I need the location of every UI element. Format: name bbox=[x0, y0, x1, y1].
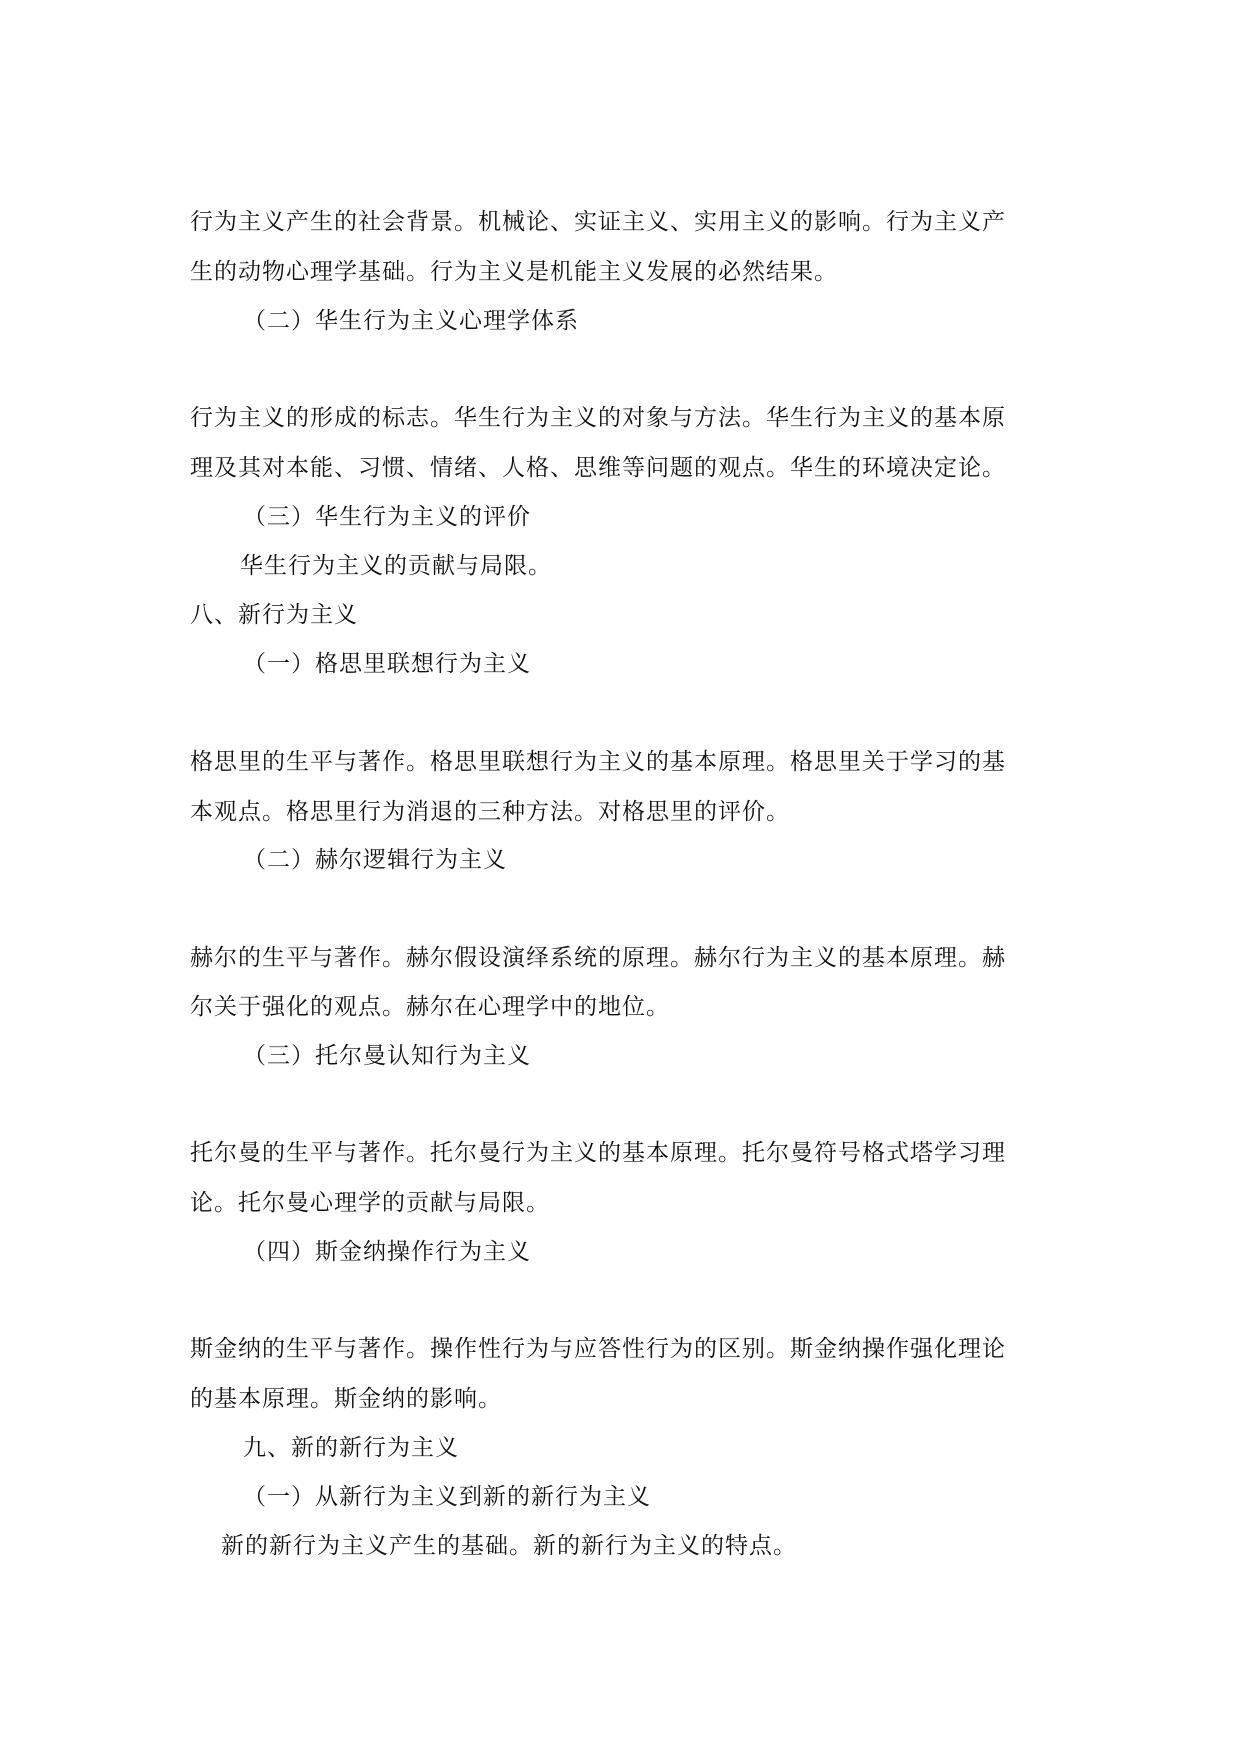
section-heading: （三）托尔曼认知行为主义 bbox=[243, 1043, 531, 1069]
section-heading: （二）赫尔逻辑行为主义 bbox=[243, 847, 507, 873]
paragraph-line: 行为主义产生的社会背景。机械论、实证主义、实用主义的影响。行为主义产 bbox=[190, 209, 1006, 235]
chapter-heading: 八、新行为主义 bbox=[190, 602, 358, 628]
paragraph-line: 赫尔的生平与著作。赫尔假设演绎系统的原理。赫尔行为主义的基本原理。赫 bbox=[190, 945, 1006, 971]
paragraph-line: 的基本原理。斯金纳的影响。 bbox=[190, 1386, 502, 1412]
section-heading: （一）格思里联想行为主义 bbox=[243, 651, 531, 677]
paragraph-line: 格思里的生平与著作。格思里联想行为主义的基本原理。格思里关于学习的基 bbox=[190, 749, 1006, 775]
section-heading: （三）华生行为主义的评价 bbox=[243, 504, 531, 530]
paragraph-line: 理及其对本能、习惯、情绪、人格、思维等问题的观点。华生的环境决定论。 bbox=[190, 455, 1006, 481]
paragraph-line: 尔关于强化的观点。赫尔在心理学中的地位。 bbox=[190, 994, 670, 1020]
paragraph-line: 行为主义的形成的标志。华生行为主义的对象与方法。华生行为主义的基本原 bbox=[190, 405, 1006, 431]
paragraph-line: 新的新行为主义产生的基础。新的新行为主义的特点。 bbox=[221, 1533, 797, 1559]
paragraph-line: 华生行为主义的贡献与局限。 bbox=[240, 553, 552, 579]
section-heading: （一）从新行为主义到新的新行为主义 bbox=[243, 1484, 651, 1510]
paragraph-line: 生的动物心理学基础。行为主义是机能主义发展的必然结果。 bbox=[190, 259, 838, 285]
section-heading: （四）斯金纳操作行为主义 bbox=[243, 1239, 531, 1265]
chapter-heading: 九、新的新行为主义 bbox=[243, 1435, 459, 1461]
paragraph-line: 斯金纳的生平与著作。操作性行为与应答性行为的区别。斯金纳操作强化理论 bbox=[190, 1336, 1006, 1362]
section-heading: （二）华生行为主义心理学体系 bbox=[243, 308, 579, 334]
paragraph-line: 本观点。格思里行为消退的三种方法。对格思里的评价。 bbox=[190, 799, 790, 825]
paragraph-line: 托尔曼的生平与著作。托尔曼行为主义的基本原理。托尔曼符号格式塔学习理 bbox=[190, 1140, 1006, 1166]
paragraph-line: 论。托尔曼心理学的贡献与局限。 bbox=[190, 1190, 550, 1216]
